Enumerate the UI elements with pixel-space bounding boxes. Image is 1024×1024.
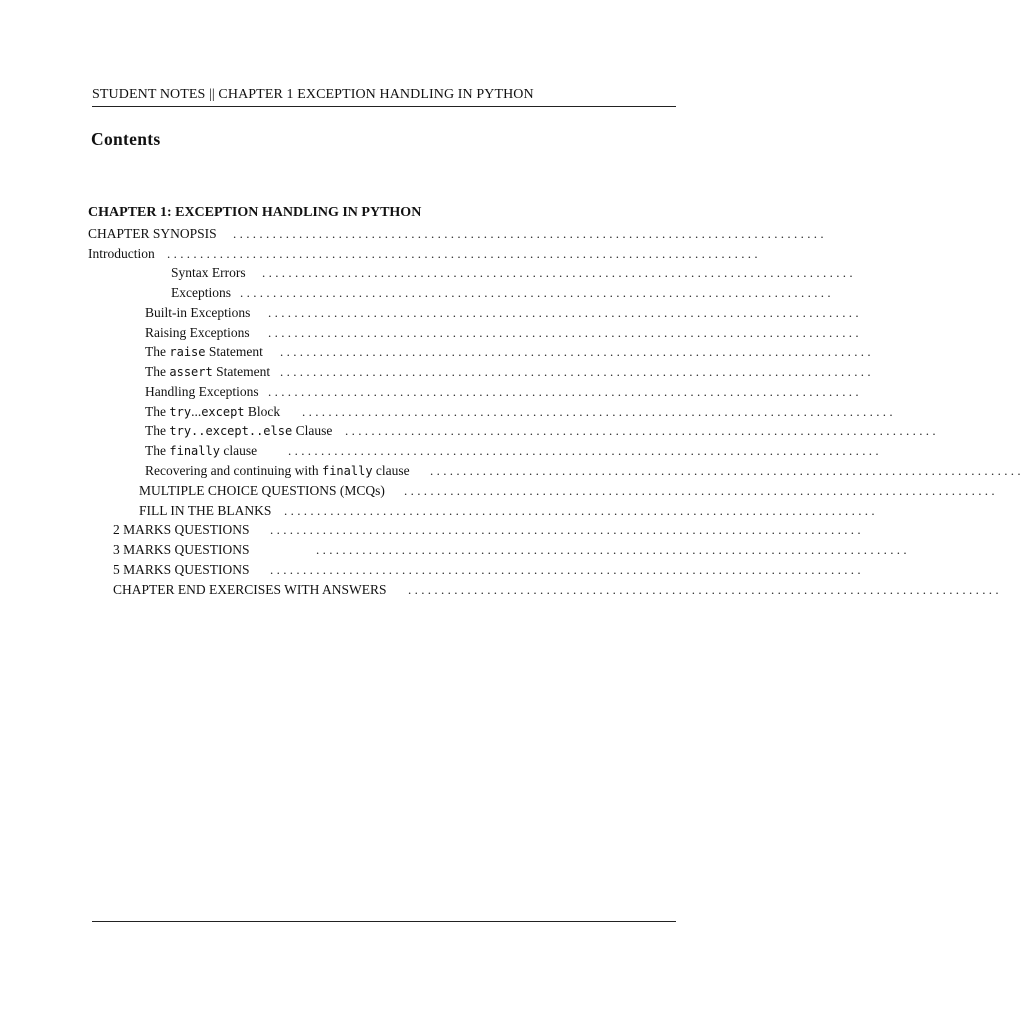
- label-text: 3 MARKS QUESTIONS: [113, 542, 250, 557]
- toc-leader-dots: ..........................................................................................: [345, 423, 939, 438]
- toc-entry[interactable]: [145, 342, 874, 362]
- toc-entry-label: [145, 323, 250, 343]
- toc-entry-label: [113, 520, 250, 540]
- toc-leader-dots: ..........................................................................................: [240, 285, 834, 300]
- label-text: Clause: [292, 423, 333, 438]
- toc-entry-label: [145, 342, 263, 362]
- label-text: Handling Exceptions: [145, 384, 259, 399]
- toc-entry-label: [145, 421, 332, 441]
- toc-entry[interactable]: [145, 362, 874, 382]
- code-keyword: assert: [169, 365, 213, 379]
- toc-entry-label: [145, 402, 280, 422]
- toc-leader-dots: ..........................................................................................: [284, 503, 878, 518]
- label-text: clause: [219, 443, 258, 458]
- toc-entry-label: [88, 224, 217, 244]
- toc-entry[interactable]: [145, 382, 862, 402]
- label-text: Introduction: [88, 246, 155, 261]
- toc-entry[interactable]: [171, 283, 834, 303]
- toc-entry-label: [145, 382, 259, 402]
- label-text: Exceptions: [171, 285, 231, 300]
- toc-entry[interactable]: [171, 263, 856, 283]
- label-text: Statement: [205, 344, 263, 359]
- code-keyword: try..except..else: [169, 424, 293, 438]
- toc-entry[interactable]: [113, 580, 1002, 600]
- label-text: The: [145, 443, 170, 458]
- toc-entry-label: [145, 362, 270, 382]
- toc-entry[interactable]: [145, 441, 882, 461]
- label-text: Recovering and continuing with: [145, 463, 322, 478]
- label-text: FILL IN THE BLANKS: [139, 503, 272, 518]
- toc-entry[interactable]: [145, 303, 862, 323]
- contents-title: Contents: [91, 129, 161, 149]
- label-text: Raising Exceptions: [145, 325, 250, 340]
- toc-entry[interactable]: [88, 224, 827, 244]
- header-rule: [92, 106, 676, 107]
- label-text: The: [145, 364, 170, 379]
- toc-leader-dots: ..........................................................................................: [430, 463, 1024, 478]
- code-keyword: raise: [169, 345, 206, 359]
- toc-entry[interactable]: [113, 560, 864, 580]
- toc-leader-dots: ..........................................................................................: [288, 443, 882, 458]
- label-text: Built-in Exceptions: [145, 305, 251, 320]
- toc-entry[interactable]: [139, 481, 998, 501]
- label-text: The: [145, 404, 170, 419]
- toc-leader-dots: ..........................................................................................: [270, 562, 864, 577]
- toc-entry-label: [171, 263, 246, 283]
- toc-entry-label: [113, 540, 250, 560]
- toc-leader-dots: ..........................................................................................: [268, 305, 862, 320]
- toc-entry-label: [113, 560, 250, 580]
- label-text: 5 MARKS QUESTIONS: [113, 562, 250, 577]
- code-keyword: finally: [321, 464, 373, 478]
- toc-entry[interactable]: [88, 244, 761, 264]
- code-keyword: finally: [169, 444, 220, 458]
- toc-entry[interactable]: [113, 540, 910, 560]
- toc-entry[interactable]: [145, 421, 939, 441]
- toc-leader-dots: ..........................................................................................: [233, 226, 827, 241]
- code-keyword: try: [169, 405, 192, 419]
- toc-leader-dots: ..........................................................................................: [280, 364, 874, 379]
- toc-entry-label: [145, 303, 250, 323]
- toc-entry-label: [145, 461, 410, 481]
- toc-leader-dots: ..........................................................................................: [268, 384, 862, 399]
- toc-entry-label: [113, 580, 387, 600]
- toc-leader-dots: ..........................................................................................: [262, 265, 856, 280]
- toc-entry-label: [139, 501, 271, 521]
- label-text: CHAPTER SYNOPSIS: [88, 226, 217, 241]
- label-text: clause: [372, 463, 410, 478]
- toc-leader-dots: ..........................................................................................: [167, 246, 761, 261]
- toc-leader-dots: ..........................................................................................: [408, 582, 1002, 597]
- label-text: Block: [244, 404, 281, 419]
- toc-entry-label: [139, 481, 385, 501]
- code-keyword: except: [201, 405, 245, 419]
- toc-leader-dots: ..........................................................................................: [316, 542, 910, 557]
- chapter-heading: CHAPTER 1: EXCEPTION HANDLING IN PYTHON: [88, 205, 422, 220]
- label-text: The: [145, 423, 170, 438]
- toc-leader-dots: ..........................................................................................: [268, 325, 862, 340]
- label-text: Statement: [212, 364, 271, 379]
- toc-entry-label: [171, 283, 231, 303]
- toc-leader-dots: ..........................................................................................: [302, 404, 896, 419]
- label-text: CHAPTER END EXERCISES WITH ANSWERS: [113, 582, 387, 597]
- toc-entry[interactable]: [145, 402, 896, 422]
- label-text: MULTIPLE CHOICE QUESTIONS (MCQs): [139, 483, 385, 498]
- label-text: 2 MARKS QUESTIONS: [113, 522, 250, 537]
- toc-entry[interactable]: [113, 520, 864, 540]
- label-text: The: [145, 344, 170, 359]
- toc-leader-dots: ..........................................................................................: [404, 483, 998, 498]
- label-text: Syntax Errors: [171, 265, 246, 280]
- running-header: STUDENT NOTES || CHAPTER 1 EXCEPTION HANDLING IN PYTHON: [92, 87, 534, 102]
- label-text: ...: [191, 404, 202, 419]
- toc-entry-label: [88, 244, 155, 264]
- toc-entry[interactable]: [145, 461, 1024, 481]
- toc-leader-dots: ..........................................................................................: [270, 522, 864, 537]
- toc-leader-dots: ..........................................................................................: [280, 344, 874, 359]
- toc-entry[interactable]: [145, 323, 862, 343]
- footer-rule: [92, 921, 676, 922]
- toc-entry-label: [145, 441, 257, 461]
- toc-entry[interactable]: [139, 501, 878, 521]
